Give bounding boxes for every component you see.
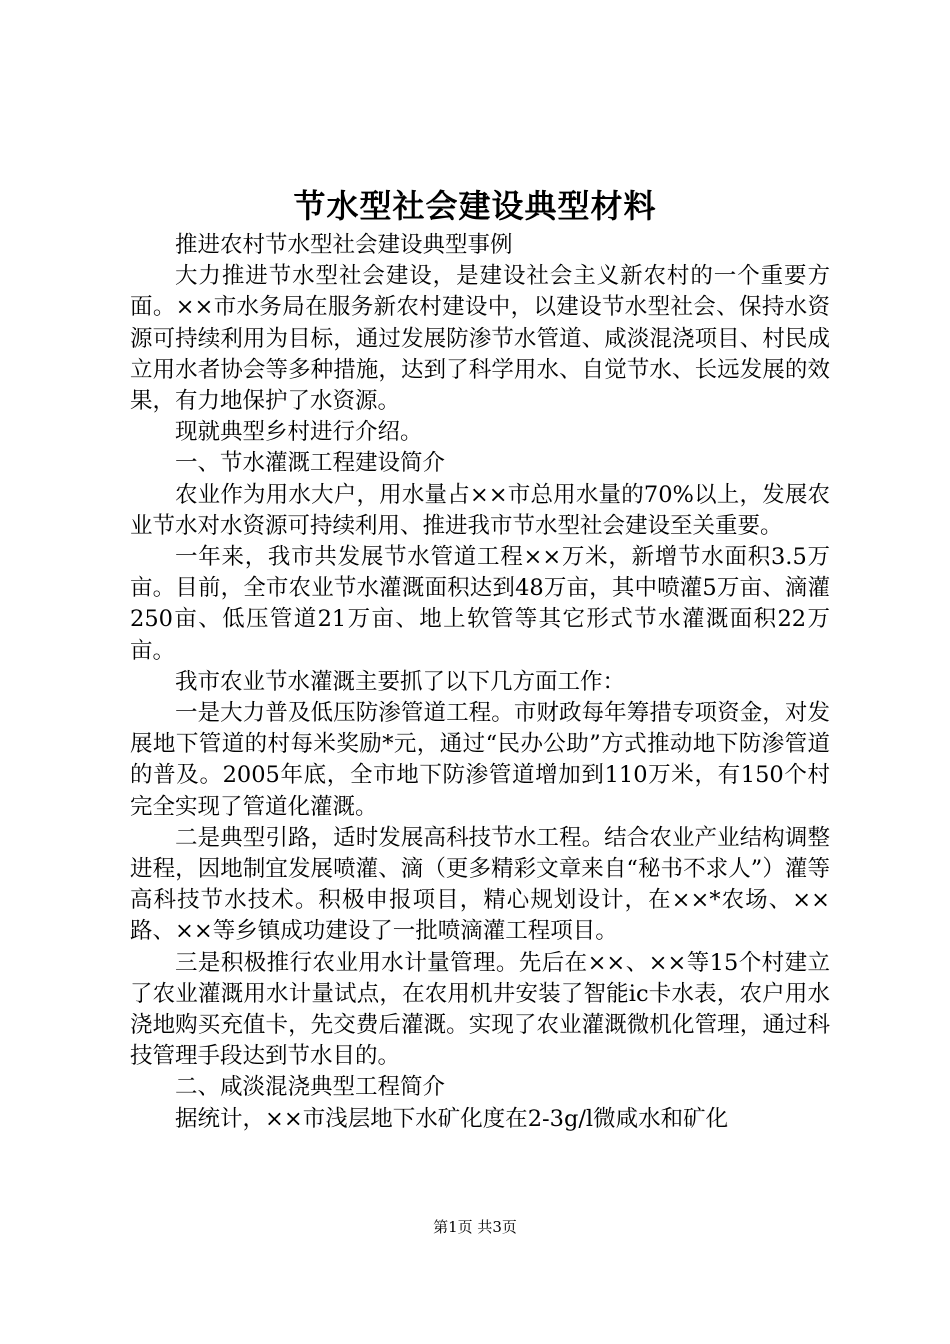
section-heading: 二、咸淡混浇典型工程简介 <box>175 1074 446 1101</box>
paragraph: 农业作为用水大户，用水量占××市总用水量的70%以上，发展农业节水对水资源可持续利用、推进我市节水型社会建设至关重要。 <box>130 481 830 539</box>
paragraph: 一是大力普及低压防渗管道工程。市财政每年筹措专项资金，对发展地下管道的村每米奖励*元，通过“民办公助”方式推动地下防渗管道的普及。2005年底，全市地下防渗管道增加到110万米，有150个村完全实现了管道化灌溉。 <box>130 700 830 820</box>
paragraph: 一年来，我市共发展节水管道工程××万米，新增节水面积3.5万亩。目前，全市农业节水灌溉面积达到48万亩，其中喷灌5万亩、滴灌250亩、低压管道21万亩、地上软管等其它形式节水灌溉面积22万亩。 <box>130 544 830 664</box>
paragraph: 三是积极推行农业用水计量管理。先后在××、××等15个村建立了农业灌溉用水计量试点，在农用机井安装了智能ic卡水表，农户用水浇地购买充值卡，先交费后灌溉。实现了农业灌溉微机化管理，通过科技管理手段达到节水目的。 <box>130 949 830 1070</box>
page-footer: 第1页 共3页 <box>433 1218 517 1236</box>
paragraph-subtitle: 推进农村节水型社会建设典型事例 <box>175 232 513 258</box>
paragraph: 我市农业节水灌溉主要抓了以下几方面工作： <box>175 668 626 695</box>
paragraph: 二是典型引路，适时发展高科技节水工程。结合农业产业结构调整进程，因地制宜发展喷灌、滴（更多精彩文章来自“秘书不求人”）灌等高科技节水技术。积极申报项目，精心规划设计，在××*农场、××路、××等乡镇成功建设了一批喷滴灌工程项目。 <box>130 824 830 945</box>
section-heading: 一、节水灌溉工程建设简介 <box>175 450 446 477</box>
paragraph: 大力推进节水型社会建设，是建设社会主义新农村的一个重要方面。××市水务局在服务新农村建设中，以建设节水型社会、保持水资源可持续利用为目标，通过发展防渗节水管道、咸淡混浇项目、村民成立用水者协会等多种措施，达到了科学用水、自觉节水、长远发展的效果，有力地保护了水资源。 <box>130 263 830 415</box>
paragraph: 现就典型乡村进行介绍。 <box>175 419 423 446</box>
document-body <box>130 230 830 1135</box>
paragraph: 据统计，××市浅层地下水矿化度在2-3g/l微咸水和矿化 <box>175 1105 729 1132</box>
document-title: 节水型社会建设典型材料 <box>293 187 657 225</box>
